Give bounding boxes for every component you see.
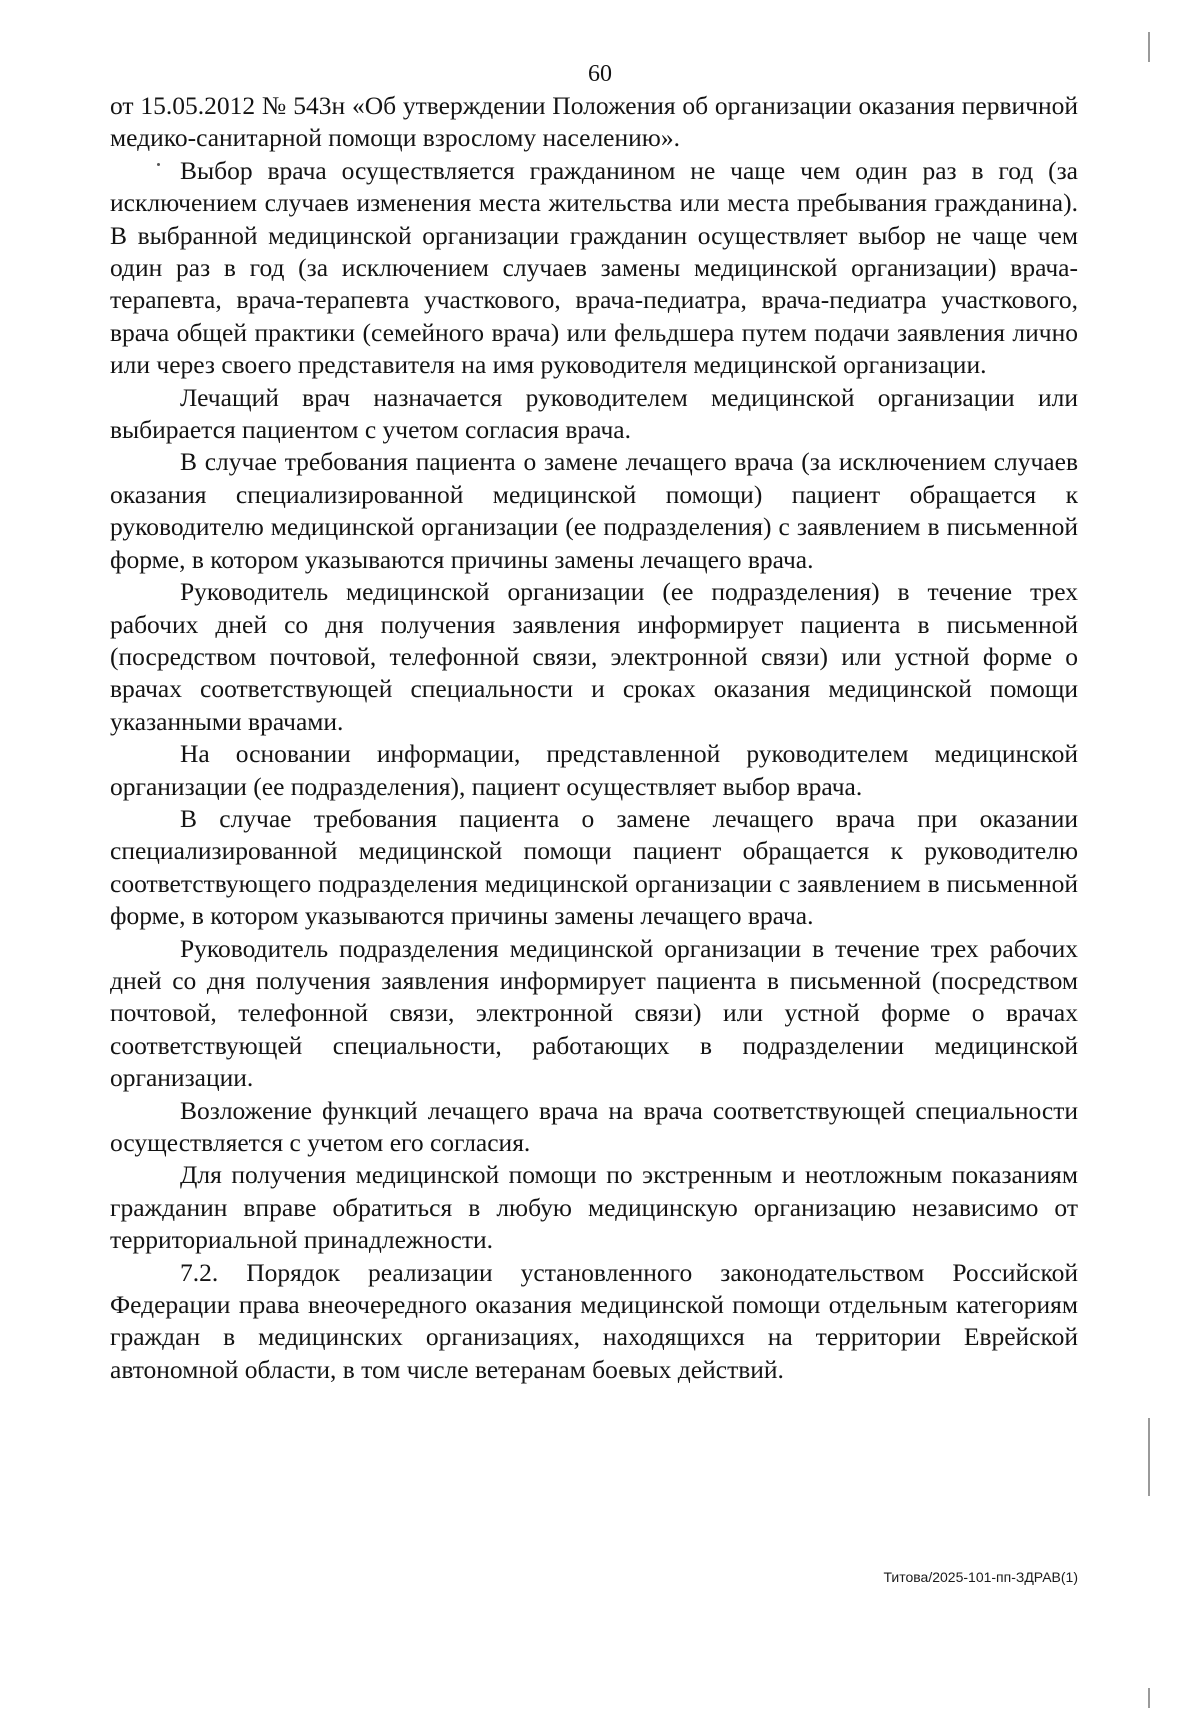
margin-mark-bottom xyxy=(1148,1688,1150,1708)
paragraph-head-informs: Руководитель медицинской организации (ее подразделения) в течение трех рабочих дней со дня получения заявления информирует пациента в письменной (посредством почтовой, телефонной связи, электронной связи) или устной форме о врачах соответствующей специальности и сроках оказания медицинской помощи указанными врачами. xyxy=(110,577,1078,736)
margin-mark-middle xyxy=(1148,1418,1150,1496)
margin-mark-top xyxy=(1148,32,1150,62)
paragraph-functions-assignment: Возложение функций лечащего врача на врача соответствующей специальности осуществляется с учетом его согласия. xyxy=(110,1095,1078,1157)
document-body xyxy=(110,90,1078,1386)
paragraph-specialized-replacement: В случае требования пациента о замене лечащего врача при оказании специализированной медицинской помощи пациент обращается к руководителю соответствующего подразделения медицинской организации с заявлением в письменной форме, в котором указываются причины замены лечащего врача. xyxy=(110,803,1078,931)
paragraph-replacement-request: В случае требования пациента о замене лечащего врача (за исключением случаев оказания специализированной медицинской помощи) пациент обращается к руководителю медицинской организации (ее подразделения) с заявлением в письменной форме, в котором указываются причины замены лечащего врача. xyxy=(110,447,1078,574)
paragraph-department-head-informs: Руководитель подразделения медицинской организации в течение трех рабочих дней со дня получения заявления информирует пациента в письменной (посредством почтовой, телефонной связи, электронной связи) или устной форме о врачах соответствующей специальности, работающих в подразделении медицинской организации. xyxy=(110,933,1078,1093)
section-7-2-heading: 7.2. Порядок реализации установленного законодательством Российской Федерации права внеочередного оказания медицинской помощи отдельным категориям граждан в медицинских организациях, находящихся на территории Еврейской автономной области, в том числе ветеранам боевых действий. xyxy=(110,1257,1078,1384)
paragraph-doctor-choice: Выбор врача осуществляется гражданином не чаще чем один раз в год (за исключением случаев изменения места жительства или места пребывания гражданина). В выбранной медицинской организации гражданин осуществляет выбор не чаще чем один раз в год (за исключением случаев замены медицинской организации) врача-терапевта, врача-терапевта участкового, врача-педиатра, врача-педиатра участкового, врача общей практики (семейного врача) или фельдшера путем подачи заявления лично или через своего представителя на имя руководителя медицинской организации. xyxy=(110,155,1078,380)
page-number: 60 xyxy=(588,61,612,87)
paragraph-attending-doctor: Лечащий врач назначается руководителем медицинской организации или выбирается пациентом с учетом согласия врача. xyxy=(110,382,1078,445)
paragraph-continuation: от 15.05.2012 № 543н «Об утверждении Положения об организации оказания первичной медико-санитарной помощи взрослому населению». xyxy=(110,91,1078,153)
paragraph-emergency-care: Для получения медицинской помощи по экстренным и неотложным показаниям гражданин вправе обратиться в любую медицинскую организацию независимо от территориальной принадлежности. xyxy=(110,1160,1078,1255)
paragraph-patient-choice: На основании информации, представленной руководителем медицинской организации (ее подразделения), пациент осуществляет выбор врача. xyxy=(110,739,1078,801)
document-footer-code: Титова/2025-101-пп-ЗДРАВ(1) xyxy=(883,1569,1078,1585)
